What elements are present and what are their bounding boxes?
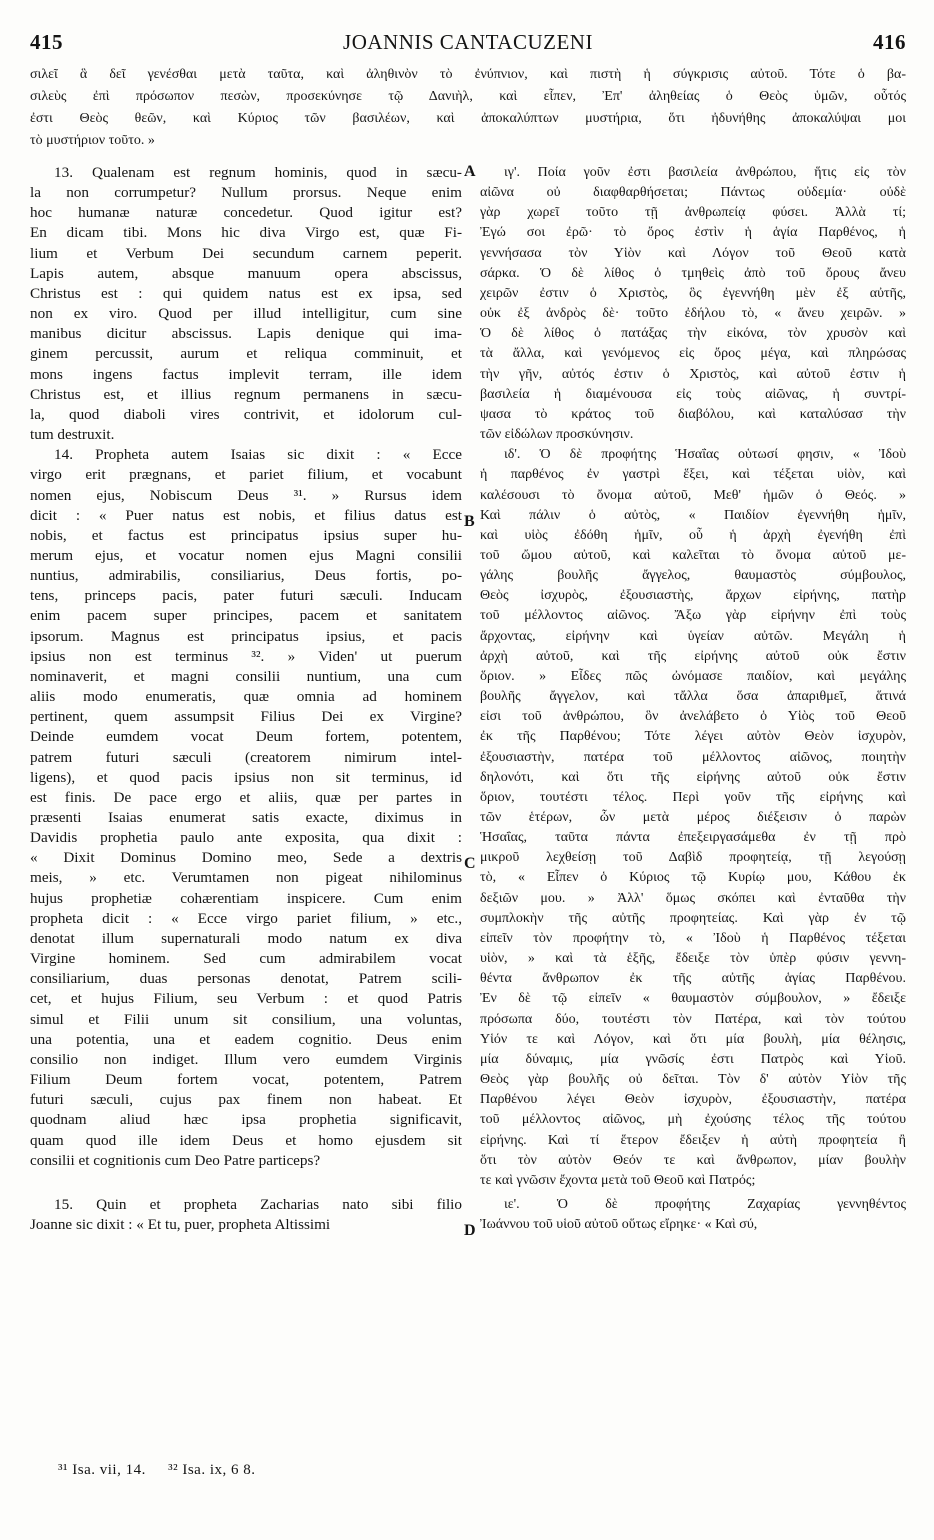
latin-column <box>30 163 462 1235</box>
text-line: υἱὸν, » καὶ τὰ ἑξῆς, ἔδειξε τὸν ὑπὲρ φύσιν γεννη- <box>480 951 906 967</box>
text-line: 15. Quin et propheta Zacharias nato sibi filio <box>54 1195 462 1213</box>
text-line: ipsorum. Magnus est principatus ipsius, et pacis <box>30 627 462 645</box>
text-line: nobis, et factus est principatus ipsius super hu- <box>30 526 462 544</box>
text-line: συμπλοκὴν τῆς αὐτῆς προφητείας. Καὶ γὰρ ἐν τῷ <box>480 910 906 926</box>
text-line: denotat illum supernaturali modo natum ex diva <box>30 929 462 947</box>
text-line: Ὁ δὲ λίθος ὁ πατάξας τὴν εἰκόνα, τὸν χρυσὸν καὶ <box>480 326 906 342</box>
text-line: futuri sæculi, cujus pax finem non habeat. Et <box>30 1091 462 1109</box>
text-line: ψασα τὸ κράτος τοῦ διαβόλου, καὶ καταλύσασ τὴν <box>480 406 906 422</box>
text-line: ἐξουσιαστὴν, πατέρα τοῦ μέλλοντος αἰῶνος, ποιητὴν <box>480 749 906 765</box>
text-line: εἰπεῖν τὸν προφήτην τὸ, « Ἰδοὺ ἡ Παρθένος τέξεται <box>480 930 906 946</box>
text-line: βασιλεία ἡ διαμένουσα εἰς τοὺς αἰῶνας, ἡ συντρί- <box>480 386 906 402</box>
text-line: σάρκα. Ὁ δὲ λίθος ὁ τμηθεὶς ἀπὸ τοῦ ὄρους ἄνευ <box>480 265 906 281</box>
text-line: Filium Deum fortem vocat, potentem, Patrem <box>30 1071 462 1089</box>
text-line: Ἡσαΐας, ταῦτα πάντα ἐπεξειργασάμεθα ἐν τῇ πρὸ <box>480 830 906 846</box>
text-line: quodnam aliud hæc ipsa prophetia significavit, <box>30 1111 462 1129</box>
greek-column <box>480 163 906 1235</box>
text-line: En dicam tibi. Mons hic diva Virgo est, quæ Fi- <box>30 224 462 242</box>
text-line: ὅτι τὸν αὐτὸν Θεόν τε καὶ ἄνθρωπον, μίαν βουλὴν <box>480 1152 906 1168</box>
text-line: μία δύναμις, μία γνῶσίς ἐστι Πατρὸς καὶ Υἱοῦ. <box>480 1051 906 1067</box>
text-line: καλέσουσι τὸ ὄνομα αὐτοῦ, Μεθ' ἡμῶν ὁ Θεός. » <box>480 487 906 503</box>
text-line: Lapis autem, absque manuum opera abscissus, <box>30 264 462 282</box>
text-line: 14. Propheta autem Isaias sic dixit : « Ecce <box>54 446 462 464</box>
text-line: dicit : « Puer natus est nobis, et filius datus est <box>30 506 462 524</box>
margin-marker-c: C <box>464 855 476 872</box>
margin-marker-d: D <box>464 1222 476 1239</box>
text-line: θέντα ἄνθρωπον ἐκ τῆς αὐτῆς ἁγίας Παρθένου. <box>480 971 906 987</box>
text-line: merum ejus, et vocatur nomen ejus Magni consilii <box>30 546 462 564</box>
text-line: est finis. De pace ergo et aliis, quæ per partes in <box>30 788 462 806</box>
text-line: τὴν γῆν, αὐτός ἐστιν ὁ Χριστὸς, καὶ αὐτοῦ ἐστιν ἡ <box>480 366 906 382</box>
text-line: Joanne sic dixit : « Et tu, puer, propheta Altissimi <box>30 1215 331 1233</box>
text-line: χειρῶν ἐστιν ὁ Χριστὸς, ὃς ἐγεννήθη μὲν ἐξ αὐτῆς, <box>480 285 906 301</box>
margin-marker-a: A <box>464 163 476 180</box>
text-line: τῶν ἑτέρων, ὧν μετὰ μέρος διέξεισιν ὁ παρὼν <box>480 810 906 825</box>
text-line: σιλεὺς ἐπὶ πρόσωπον πεσὼν, προσεκύνησε τῷ Δανιὴλ, καὶ εἶπεν, Ἐπ' ἀληθείας ὁ Θεὸς ὑμῶν, οὗτός <box>30 89 906 104</box>
text-line: τῶν εἰδώλων προσκύνησιν. <box>480 427 634 443</box>
text-line: nominaverit, et magni consilii nuntium, una cum <box>30 667 462 685</box>
text-line: Davidis prophetia paulo ante exposita, qua dixit : <box>30 829 462 847</box>
text-line: Ἐγώ σοι ἐρῶ· τὸ ὄρος ἐστὶν ἡ ἁγία Παρθένος, ἡ <box>480 225 906 241</box>
text-line: præsenti Isaias enumerat satis exacte, diximus in <box>30 809 462 826</box>
text-line: ιγ'. Ποία γοῦν ἐστι βασιλεία ἀνθρώπου, ἥτις εἰς τὸν <box>504 165 906 180</box>
text-line: τε καὶ γνῶσιν ἔχοντα μετὰ τοῦ Θεοῦ καὶ Πατρός; <box>480 1172 756 1188</box>
text-line: nomen ejus, Nobiscum Deus ³¹. » Rursus idem <box>30 486 462 504</box>
text-line: Υἱόν τε καὶ Λόγον, καὶ ὅτι μία βουλὴ, μία θέλησις, <box>480 1031 906 1047</box>
footnote: ³² Isa. ix, 6 8. <box>168 1462 256 1478</box>
text-line: ἡ παρθένος ἐν γαστρὶ ἕξει, καὶ τέξεται υἱὸν, καὶ <box>480 467 906 483</box>
text-line: Christus est, et illius regnum permanens in sæcu- <box>30 385 462 403</box>
text-line: Virgine hominem. Sed cum admirabilem vocat <box>30 950 462 968</box>
text-line: pertinent, quem assumpsit Filius Dei ex Virgine? <box>30 708 462 726</box>
text-line: enim pacem super principes, pacem et sanitatem <box>30 607 462 625</box>
text-line: εἰσι τοῦ ἀνθρώπου, ὃν ἀνελάβετο ὁ Υἱὸς τοῦ Θεοῦ <box>480 709 906 725</box>
text-line: Ἰωάννου τοῦ υἱοῦ αὐτοῦ οὕτως εἴρηκε· « Καὶ σύ, <box>480 1217 758 1233</box>
text-line: τὰ ἄλλα, καὶ γενόμενος εἰς ὄρος μέγα, καὶ πληρώσας <box>480 346 906 362</box>
text-line: δεξιῶν μου. » Ἀλλ' ὅμως σκόπει καὶ ἐνταῦθα τὴν <box>480 890 906 906</box>
page-number-left: 415 <box>30 30 63 54</box>
text-line: ἐστι Θεὸς θεῶν, καὶ Κύριος τῶν βασιλέων, καὶ ἀποκαλύπτων μυστήρια, ὅτι ἠδυνήθης ἀποκαλύψαι μοι <box>30 111 906 126</box>
text-line: γάλης βουλῆς ἄγγελος, θαυμαστὸς σύμβουλος, <box>480 568 906 584</box>
text-line: una potentia, una et eadem cognitio. Deus enim <box>30 1030 462 1048</box>
text-line: ιε'. Ὁ δὲ προφήτης Ζαχαρίας γεννηθέντος <box>504 1196 906 1212</box>
running-title: JOANNIS CANTACUZENI <box>343 30 593 54</box>
text-line: hoc humanæ naturæ concedetur. Quod igitur est? <box>30 204 462 222</box>
text-line: Παρθένου λέγει Θεὸν ἰσχυρὸν, ἐξουσιαστὴν, πατέρα <box>480 1092 906 1108</box>
text-line: τοῦ ὤμου αὐτοῦ, καὶ καλεῖται τὸ ὄνομα αὐτοῦ με- <box>480 547 906 563</box>
text-line: σιλεῖ ἃ δεῖ γενέσθαι μετὰ ταῦτα, καὶ ἀληθινὸν τὸ ἐνύπνιον, καὶ πιστὴ ἡ σύγκρισις αὐτοῦ. Τότε ὁ βα- <box>30 67 906 82</box>
text-line: patrem futuri sæculi (creatorem nimirum intel- <box>30 748 462 766</box>
text-line: 13. Qualenam est regnum hominis, quod in sæcu- <box>54 164 462 181</box>
text-line: consilio non indiget. Illum vero eumdem Virginis <box>30 1050 462 1068</box>
text-line: tens, princeps pacis, pater futuri sæculi. Inducam <box>30 587 462 605</box>
text-line: non ex viro. Quod per illud intelligitur, cum sine <box>30 305 462 323</box>
text-line: ιδ'. Ὁ δὲ προφήτης Ἡσαΐας οὑτωσί φησιν, « Ἰδοὺ <box>504 447 906 463</box>
text-line: ginem percussit, aurum et reliqua comminuit, et <box>30 345 462 363</box>
text-line: πρόσωπα δύο, τουτέστι τὸν Πατέρα, καὶ τὸν τούτου <box>480 1011 906 1027</box>
text-line: meis, » etc. Verumtamen non pigeat nihilominus <box>30 869 462 887</box>
margin-marker-b: B <box>464 513 475 530</box>
text-line: οὐκ ἐξ ἀνδρὸς δὲ· τοῦτο ἐδήλου τὸ, « ἄνευ χειρῶν. » <box>480 306 906 322</box>
text-line: nuntius, admirabilis, consiliarius, Deus fortis, po- <box>30 567 462 585</box>
text-line: γὰρ χωρεῖ τοῦτο τῇ ἀνθρωπείᾳ φύσει. Ἀλλὰ τί; <box>480 205 906 221</box>
footnote: ³¹ Isa. vii, 14. <box>58 1462 146 1478</box>
footnotes <box>58 1462 273 1479</box>
text-line: ligens), et quod pacis ipsius non sit terminus, id <box>30 768 462 786</box>
text-line: quam quod ille idem Deus et homo ejusdem sit <box>30 1131 462 1149</box>
text-line: ὅριον, τουτέστι τέλος. Περὶ γοῦν τῆς εἰρήνης καὶ <box>480 789 906 805</box>
text-line: propheta dicit : « Ecce virgo pariet filium, » etc., <box>30 909 462 927</box>
text-line: βουλῆς ἄγγελον, καὶ τἄλλα ὅσα ἀπαριθμεῖ, ἅτινά <box>480 689 906 705</box>
text-line: Καὶ πάλιν ὁ αὐτὸς, « Παιδίον ἐγεννήθη ἡμῖν, <box>480 507 906 523</box>
text-line: καὶ υἱὸς ἐδόθη ἡμῖν, οὗ ἡ ἀρχὴ ἐγενήθη ἐπὶ <box>480 527 906 543</box>
text-line: « Dixit Dominus Domino meo, Sede a dextris <box>30 849 462 867</box>
intro-greek-paragraph <box>30 64 906 152</box>
text-line: hujus prophetiæ cohærentiam inspicere. Cum enim <box>30 889 462 907</box>
text-line: εἰρήνης. Καὶ τί ἕτερον ἔδειξεν ἡ αὐτὴ προφητεία ἢ <box>480 1132 906 1148</box>
text-line: lium et Verbum Dei secundum carnem peperit. <box>30 244 462 262</box>
text-line: μικροῦ λεχθείσῃ τοῦ Δαβὶδ προφητείᾳ, τῇ λεγούσῃ <box>480 850 906 866</box>
text-line: ipsius non est terminus ³². » Viden' ut puerum <box>30 647 462 665</box>
text-line: la non corrumpetur? Nullum prorsus. Neque enim <box>30 184 462 202</box>
text-line: aliis modo enumeratis, quæ omnia ad hominem <box>30 688 462 706</box>
text-line: Christus est : qui quidem natus est ex ipsa, sed <box>30 284 462 302</box>
text-line: tum destruxit. <box>30 426 115 444</box>
text-line: ἐκ τῆς Παρθένου; Τότε λέγει αὐτὸν Θεὸν ἰσχυρὸν, <box>480 729 906 745</box>
page-header <box>30 30 906 60</box>
text-line: ἄρχοντας, εἰρήνην καὶ ὑγείαν αὐτῶν. Μεγάλη ἡ <box>480 628 906 644</box>
text-line: simul et Filii unum sit consilium, una voluntas, <box>30 1010 462 1028</box>
text-line: Θεὸς ἰσχυρὸς, ἐξουσιαστὴς, ἄρχων εἰρήνης, πατὴρ <box>480 588 906 604</box>
text-line: τοῦ μέλλοντος αἰῶνος, μὴ ἐχούσης τέλος τῆς τούτου <box>480 1112 906 1128</box>
text-line: Ἐν δὲ τῷ εἰπεῖν « θαυμαστὸν σύμβουλον, » ἔδειξε <box>480 991 906 1007</box>
text-line: αἰῶνα οὐ διαφθαρθήσεται; Πάντως οὐδεμία· οὐδὲ <box>480 185 906 201</box>
text-line: τὸ, « Εἶπεν ὁ Κύριος τῷ Κυρίῳ μου, Κάθου ἐκ <box>480 870 906 886</box>
text-line: τὸ μυστήριον τοῦτο. » <box>30 133 155 148</box>
paragraph-gap <box>30 1171 462 1195</box>
text-line: manibus dicitur abscissus. Lapis denique qui ima- <box>30 325 462 343</box>
text-line: consilii et cognitionis cum Deo Patre particeps? <box>30 1151 321 1169</box>
text-line: cet, et hujus Filium, seu Verbum : et quod Patris <box>30 990 462 1008</box>
page-number-right: 416 <box>873 30 906 54</box>
text-line: Θεὸς γὰρ βουλῆς οὐ δεῖται. Τὸν δ' αὐτὸν Υἱὸν τῆς <box>480 1072 906 1088</box>
text-line: virgo erit prægnans, et pariet filium, et vocabunt <box>30 466 462 484</box>
text-line: ἀρχὴ αὐτοῦ, καὶ τῆς εἰρήνης αὐτοῦ οὐκ ἔστιν <box>480 648 906 664</box>
text-line: la, quod diaboli vires contrivit, et idolorum cul- <box>30 405 462 423</box>
text-line: mons ingens factus implevit terram, ille idem <box>30 365 462 383</box>
text-line: γεννήσασα τὸν Υἱὸν καὶ Λόγον τοῦ Θεοῦ κατὰ <box>480 245 906 261</box>
text-line: δηλονότι, καὶ ὅτι τῆς εἰρήνης αὐτοῦ οὐκ ἔστιν <box>480 769 906 785</box>
text-line: ὅριον. » Εἶδες πῶς ὠνόμασε παιδίον, καὶ μεγάλης <box>480 668 906 684</box>
text-line: τοῦ μέλλοντος αἰῶνος. Ἄξω γὰρ εἰρήνην ἐπὶ τοὺς <box>480 608 906 624</box>
text-line: Deinde eumdem vocat Deum fortem, potentem, <box>30 728 462 746</box>
text-line: consiliarium, duas personas denotat, Patrem scili- <box>30 970 462 988</box>
